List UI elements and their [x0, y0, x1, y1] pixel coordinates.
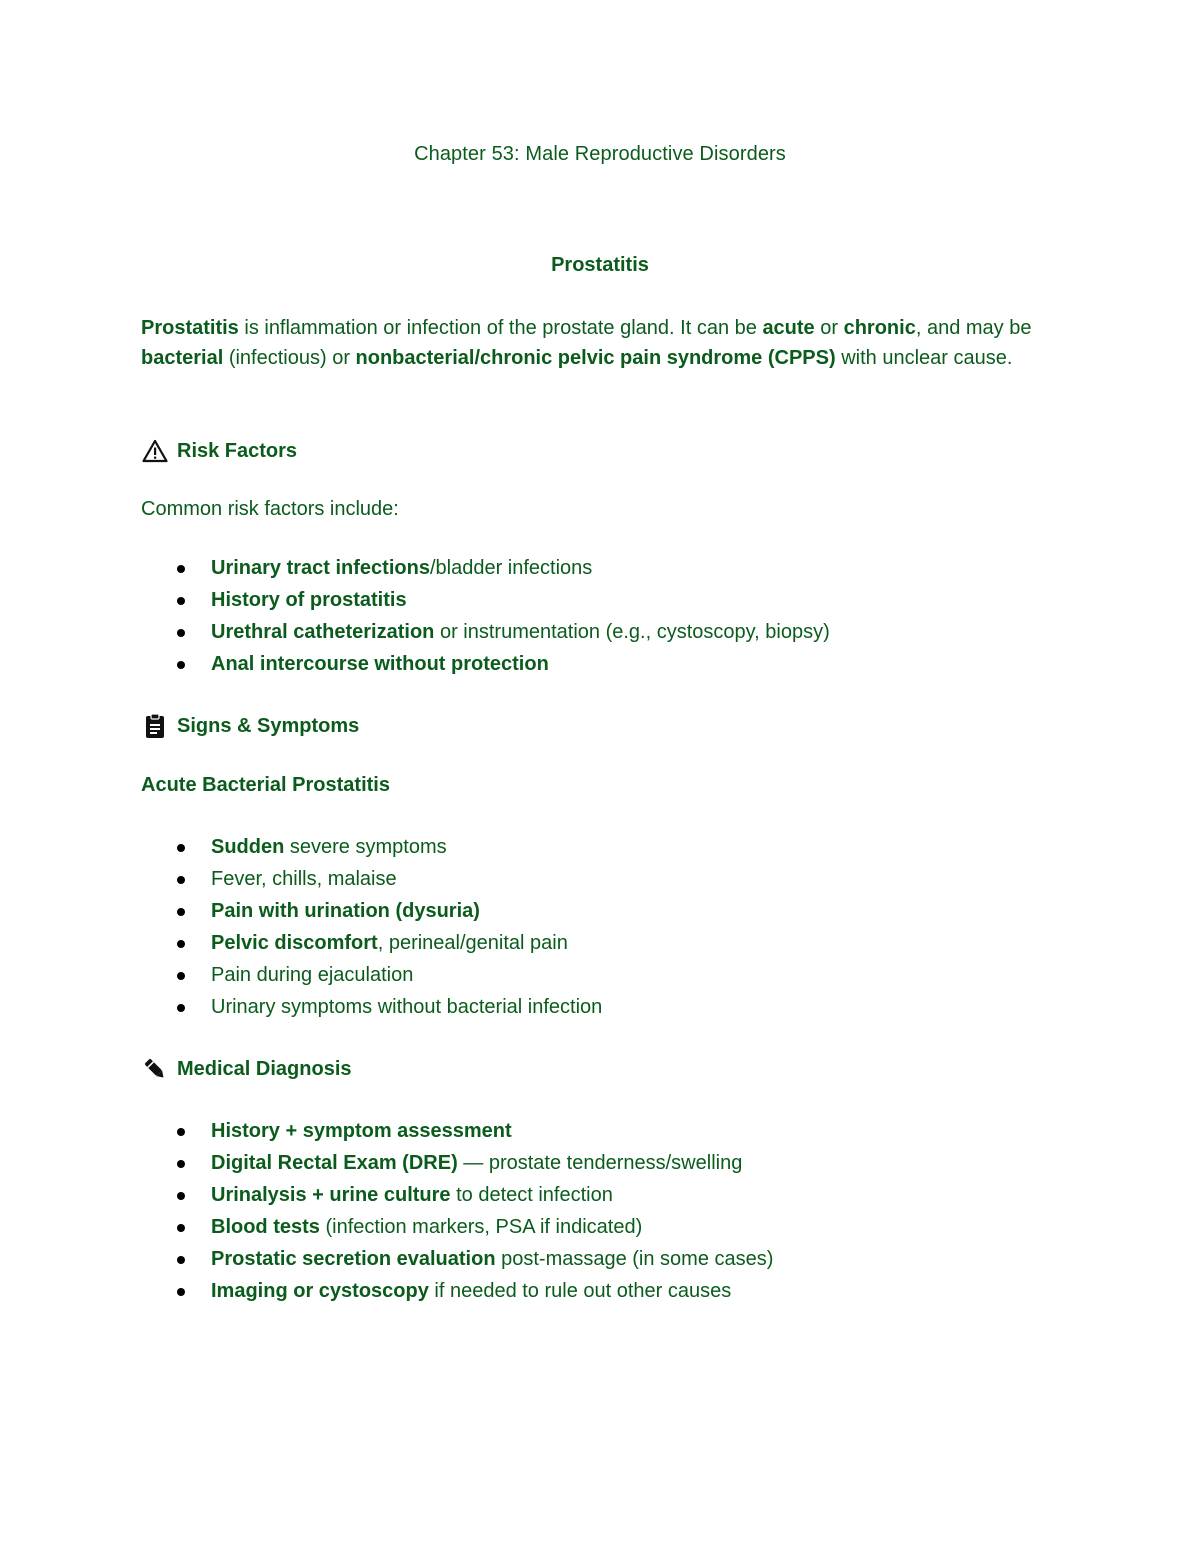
- risk-lead: Common risk factors include:: [141, 498, 399, 520]
- list-item: Urinary symptoms without bacterial infection: [175, 991, 602, 1023]
- intro-acute: acute: [762, 317, 815, 339]
- intro-text: , and may be: [915, 317, 1032, 339]
- list-item: Imaging or cystoscopy if needed to rule out other causes: [175, 1275, 773, 1307]
- page-title: Chapter 53: Male Reproductive Disorders: [414, 143, 786, 165]
- list-item: Anal intercourse without protection: [175, 648, 830, 680]
- intro-text: or: [814, 317, 844, 339]
- list-item: Sudden severe symptoms: [175, 831, 602, 863]
- list-item: Pain with urination (dysuria): [175, 895, 602, 927]
- list-item: Prostatic secretion evaluation post-massage (in some cases): [175, 1243, 773, 1275]
- signs-symptoms-heading-label: Signs & Symptoms: [177, 714, 360, 737]
- signs-list: [175, 831, 602, 1023]
- intro-cpps: nonbacterial/chronic pelvic pain syndrome (CPPS): [355, 347, 836, 369]
- risk-factors-heading-label: Risk Factors: [177, 439, 298, 462]
- warning-icon: [141, 438, 169, 464]
- intro-paragraph: [141, 313, 1081, 373]
- clipboard-icon: [141, 713, 169, 739]
- intro-term: Prostatitis: [141, 317, 239, 339]
- list-item: History + symptom assessment: [175, 1115, 773, 1147]
- medical-diagnosis-heading-label: Medical Diagnosis: [177, 1057, 352, 1080]
- list-item: Blood tests (infection markers, PSA if indicated): [175, 1211, 773, 1243]
- risk-factors-heading: [141, 436, 297, 466]
- list-item: Urethral catheterization or instrumentation (e.g., cystoscopy, biopsy): [175, 616, 830, 648]
- list-item: History of prostatitis: [175, 584, 830, 616]
- list-item: Pain during ejaculation: [175, 959, 602, 991]
- intro-text: (infectious) or: [223, 347, 356, 369]
- list-item: Urinalysis + urine culture to detect infection: [175, 1179, 773, 1211]
- pencil-icon: [141, 1056, 169, 1082]
- intro-chronic: chronic: [843, 317, 916, 339]
- section-title: Prostatitis: [551, 254, 649, 276]
- acute-bacterial-subheading: Acute Bacterial Prostatitis: [141, 774, 390, 796]
- list-item: Pelvic discomfort, perineal/genital pain: [175, 927, 602, 959]
- diagnosis-list: [175, 1115, 773, 1307]
- medical-diagnosis-heading: [141, 1054, 352, 1084]
- list-item: Urinary tract infections/bladder infections: [175, 552, 830, 584]
- intro-text: is inflammation or infection of the prostate gland. It can be: [238, 317, 763, 339]
- list-item: Digital Rectal Exam (DRE) — prostate tenderness/swelling: [175, 1147, 773, 1179]
- signs-symptoms-heading: [141, 711, 359, 741]
- intro-bacterial: bacterial: [141, 347, 224, 369]
- list-item: Fever, chills, malaise: [175, 863, 602, 895]
- risk-list: [175, 552, 830, 680]
- intro-text: with unclear cause.: [835, 347, 1013, 369]
